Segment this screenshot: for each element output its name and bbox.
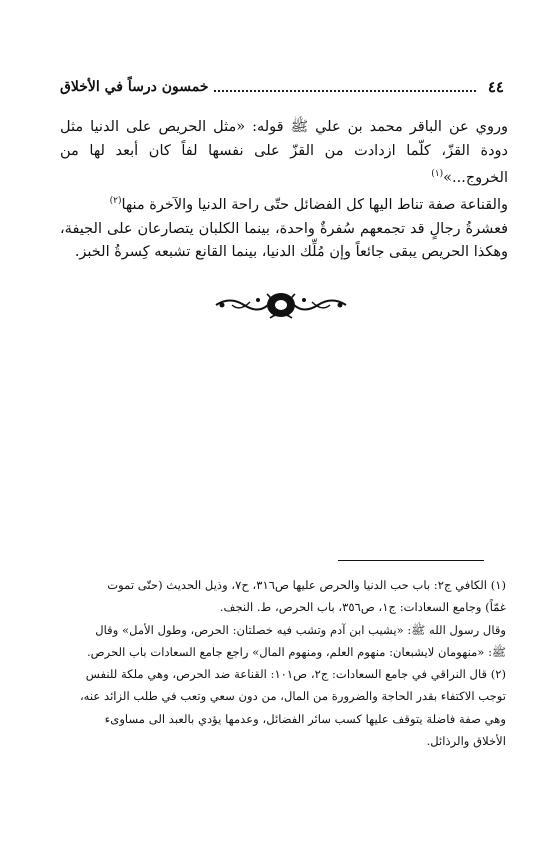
paragraph-example: فعشرةُ رجالٍ قد تجمعهم سُفرةٌ واحدة، بينما الكلبان يتصارعان على الجيفة، وهكذا الحريص يبقى جائعاً وإن مُلِّك الدنيا، بينما القانع تشبعه كِسرةُ الخبز. xyxy=(60,220,508,261)
footnote-separator xyxy=(338,560,484,561)
footnote-line: (١) الكافي ج٢: باب حب الدنيا والحرص عليها ص٣١٦، ح٧، وذيل الحديث (حتّى تموت xyxy=(107,578,506,592)
footnote-line: (٢) قال النراقي في جامع السعادات: ج٢، ص١٠١: القناعة ضد الحرص، وهي ملكة للنفس xyxy=(85,667,506,682)
footnote-line: ﷺ: «منهومان لايشبعان: منهوم العلم، ومنهوم المال» راجع جامع السعادات باب الحرص. xyxy=(86,644,506,659)
footnote-line: غمّاً) وجامع السعادات: ج١، ص٣٥٦، باب الحرص، ط. النجف. xyxy=(219,600,506,615)
header-dot-leader xyxy=(214,82,475,92)
footnote-ref-1: (١) xyxy=(431,169,444,179)
paragraph-contentment: والقناعة صفة تناط اليها كل الفضائل حتّى راحة الدنيا والآخرة منها$^{(٢)}$ xyxy=(109,196,508,214)
footnote-ref-2: (٢) xyxy=(109,196,122,207)
footnotes xyxy=(60,574,506,752)
footnote-line: وهي صفة فاضلة يتوقف عليها كسب سائر الفضائل، وعدمها يؤدي بالعبد الى مساوىء xyxy=(104,711,506,726)
floral-divider-ornament-icon xyxy=(212,288,350,322)
paragraph-hadith: وروي عن الباقر محمد بن علي ﷺ قوله: «مثل الحريص على الدنيا مثل دودة القزّ، كلّما ازدادت من القزّ على نفسها لفاً كان أبعد لها من الخروج...»$^{(١)}$ xyxy=(60,119,508,186)
footnote-line: الأخلاق والرذائل. xyxy=(426,734,506,749)
page-number: ٤٤ xyxy=(487,78,504,96)
footnote-line: وقال رسول الله ﷺ: «يشيب ابن آدم وتشب فيه خصلتان: الحرص، وطول الأمل» وقال xyxy=(95,622,506,637)
book-title: خمسون درساً في الأخلاق xyxy=(60,79,209,95)
footnote-line: توجب الاكتفاء بقدر الحاجة والضرورة من المال، من دون سعي وتعب في طلب الزائد عنه، xyxy=(79,689,506,704)
running-header xyxy=(60,76,504,98)
main-text xyxy=(60,116,508,265)
